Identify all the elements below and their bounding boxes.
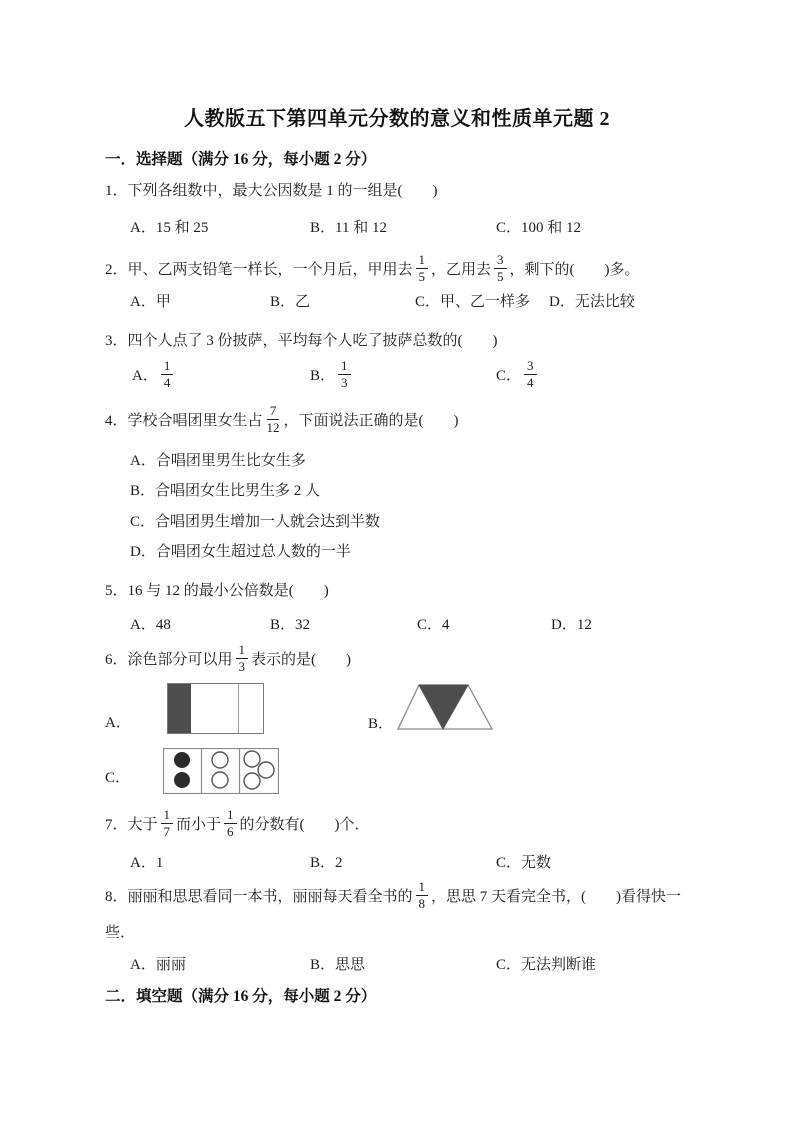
q3-option-c: C． $\frac{3}{4}$ — [496, 353, 540, 395]
section-heading-fill-blank: 二．填空题（满分 16 分，每小题 2 分） — [105, 988, 377, 1005]
fraction-1-6: $\frac{1}{6}$ — [224, 807, 237, 839]
section-heading-choice: 一．选择题（满分 16 分，每小题 2 分） — [105, 151, 377, 168]
q7-option-b: B．2 — [310, 855, 343, 871]
fraction-3-5: $\frac{3}{5}$ — [494, 252, 507, 284]
fraction-1-3: $\frac{1}{3}$ — [338, 358, 351, 390]
q2-option-d: D．无法比较 — [549, 294, 635, 310]
q6-figure-c-label: C． — [105, 770, 131, 786]
figure-a-right-part — [239, 684, 263, 733]
fraction-1-3: $\frac{1}{3}$ — [236, 642, 249, 674]
q6-figure-a-label: A． — [105, 715, 131, 731]
question-1-text: 1．下列各组数中，最大公因数是 1 的一组是( ) — [105, 183, 438, 199]
q8-option-b: B．思思 — [310, 957, 366, 973]
q5-option-d: D．12 — [551, 617, 592, 633]
figure-a-middle-part — [191, 684, 239, 733]
question-3-text: 3．四个人点了 3 份披萨，平均每个人吃了披萨总数的( ) — [105, 333, 498, 349]
question-2-text: 2．甲、乙两支铅笔一样长，一个月后，甲用去 $\frac{1}{5}$ ，乙用去 $\frac{3}{5}$ ，剩下的( )多。 — [105, 251, 640, 284]
q3-option-a: A． $\frac{1}{4}$ — [132, 353, 176, 395]
q5-option-c: C．4 — [417, 617, 450, 633]
q5-option-a: A．48 — [130, 617, 171, 633]
q2-option-b: B．乙 — [270, 294, 311, 310]
page-title: 人教版五下第四单元分数的意义和性质单元题 2 — [184, 108, 610, 130]
figure-c-circles — [163, 748, 279, 794]
figure-b-trapezoid — [396, 684, 494, 731]
fraction-1-4: $\frac{1}{4}$ — [161, 358, 174, 390]
fraction-1-8: $\frac{1}{8}$ — [416, 879, 429, 911]
q8-option-a: A．丽丽 — [130, 957, 186, 973]
q7-option-a: A．1 — [130, 855, 164, 871]
q3-option-b: B． $\frac{1}{3}$ — [310, 353, 354, 395]
question-7-text: 7．大于 $\frac{1}{7}$ 而小于 $\frac{1}{6}$ 的分数有( )个． — [105, 806, 370, 839]
question-4-text: 4．学校合唱团里女生占 $\frac{7}{12}$ ，下面说法正确的是( ) — [105, 402, 459, 435]
q1-option-c: C．100 和 12 — [496, 220, 582, 236]
q8-option-c: C．无法判断谁 — [496, 957, 597, 973]
q4-option-c: C．合唱团男生增加一人就会达到半数 — [130, 514, 381, 530]
figure-a-rectangle — [167, 683, 264, 734]
fraction-1-7: $\frac{1}{7}$ — [161, 807, 174, 839]
question-8-text-line2: 些． — [105, 925, 136, 941]
fraction-3-4: $\frac{3}{4}$ — [524, 358, 537, 390]
figure-a-shaded-part — [168, 684, 191, 733]
question-5-text: 5．16 与 12 的最小公倍数是( ) — [105, 583, 329, 599]
q1-option-a: A．15 和 25 — [130, 220, 209, 236]
q4-option-b: B．合唱团女生比男生多 2 人 — [130, 483, 321, 499]
fraction-7-12: $\frac{7}{12}$ — [266, 402, 280, 435]
q2-option-a: A．甲 — [130, 294, 171, 310]
q5-option-b: B．32 — [270, 617, 311, 633]
q4-option-d: D．合唱团女生超过总人数的一半 — [130, 544, 351, 560]
question-8-text: 8．丽丽和思思看同一本书，丽丽每天看全书的 $\frac{1}{8}$ ，思思 7 天看完全书，( )看得快一 — [105, 878, 682, 911]
q7-option-c: C．无数 — [496, 855, 552, 871]
question-6-text: 6．涂色部分可以用 $\frac{1}{3}$ 表示的是( ) — [105, 641, 352, 674]
q4-option-a: A．合唱团里男生比女生多 — [130, 453, 306, 469]
q1-option-b: B．11 和 12 — [310, 220, 387, 236]
fraction-1-5: $\frac{1}{5}$ — [416, 252, 429, 284]
q6-figure-b-label: B． — [368, 716, 394, 732]
q2-option-c: C．甲、乙一样多 — [415, 294, 531, 310]
